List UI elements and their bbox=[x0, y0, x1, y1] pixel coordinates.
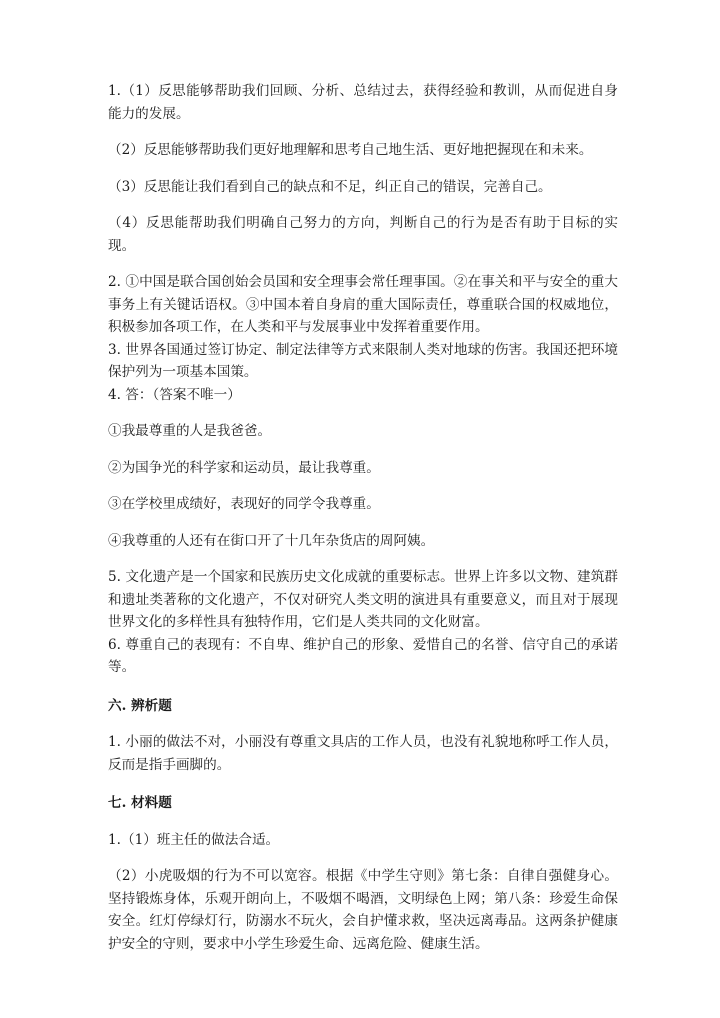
answer-paragraph: 3. 世界各国通过签订协定、制定法律等方式来限制人类对地球的伤害。我国还把环境保护列为一项基本国策。 bbox=[108, 341, 618, 380]
answer-paragraph: （4）反思能帮助我们明确自己努力的方向，判断自己的行为是否有助于目标的实现。 bbox=[108, 215, 618, 254]
answer-paragraph: ②为国争光的科学家和运动员，最让我尊重。 bbox=[108, 459, 380, 476]
answer-paragraph: 6. 尊重自己的表现有：不自卑、维护自己的形象、爱惜自己的名誉、信守自己的承诺等。 bbox=[108, 636, 618, 675]
answer-paragraph: ①我最尊重的人是我爸爸。 bbox=[108, 423, 272, 439]
section-heading-analysis: 六. 辨析题 bbox=[108, 697, 172, 714]
answer-paragraph: （3）反思能让我们看到自己的缺点和不足，纠正自己的错误，完善自己。 bbox=[108, 178, 552, 195]
answer-paragraph: 5. 文化遗产是一个国家和民族历史文化成就的重要标志。世界上许多以文物、建筑群和遗址类著称的文化遗产，不仅对研究人类文明的演进具有重要意义，而且对于展现世界文化的多样性具有独特作用，它们是人类共同的文化财富。 bbox=[108, 569, 618, 630]
answer-paragraph: （2）反思能够帮助我们更好地理解和思考自己地生活、更好地把握现在和未来。 bbox=[108, 142, 593, 158]
section-heading-material: 七. 材料题 bbox=[108, 795, 172, 811]
answer-paragraph: ③在学校里成绩好，表现好的同学令我尊重。 bbox=[108, 496, 380, 512]
answer-paragraph: 1.（1）班主任的做法合适。 bbox=[108, 831, 280, 848]
answer-paragraph: 1. 小丽的做法不对，小丽没有尊重文具店的工作人员，也没有礼貌地称呼工作人员，反而是指手画脚的。 bbox=[108, 734, 618, 773]
answer-page bbox=[108, 80, 618, 955]
answer-paragraph: 4. 答：（答案不唯一） bbox=[108, 386, 241, 403]
answer-paragraph: 2. ①中国是联合国创始会员国和安全理事会常任理事国。②在事关和平与安全的重大事务上有关键话语权。③中国本着自身肩的重大国际责任，尊重联合国的权威地位，积极参加各项工作，在人类和平与发展事业中发挥着重要作用。 bbox=[108, 274, 618, 335]
answer-paragraph: （2）小虎吸烟的行为不可以宽容。根据《中学生守则》第七条：自律自强健身心。坚持锻炼身体，乐观开朗向上，不吸烟不喝酒，文明绿色上网；第八条：珍爱生命保安全。红灯停绿灯行，防溺水不玩火，会自护懂求救，坚决远离毒品。这两条护健康护安全的守则，要求中小学生珍爱生命、远离危险、健康生活。 bbox=[108, 868, 618, 952]
answer-paragraph: ④我尊重的人还有在街口开了十几年杂货店的周阿姨。 bbox=[108, 532, 435, 549]
answer-paragraph: 1.（1）反思能够帮助我们回顾、分析、总结过去，获得经验和教训，从而促进自身能力的发展。 bbox=[108, 83, 618, 122]
